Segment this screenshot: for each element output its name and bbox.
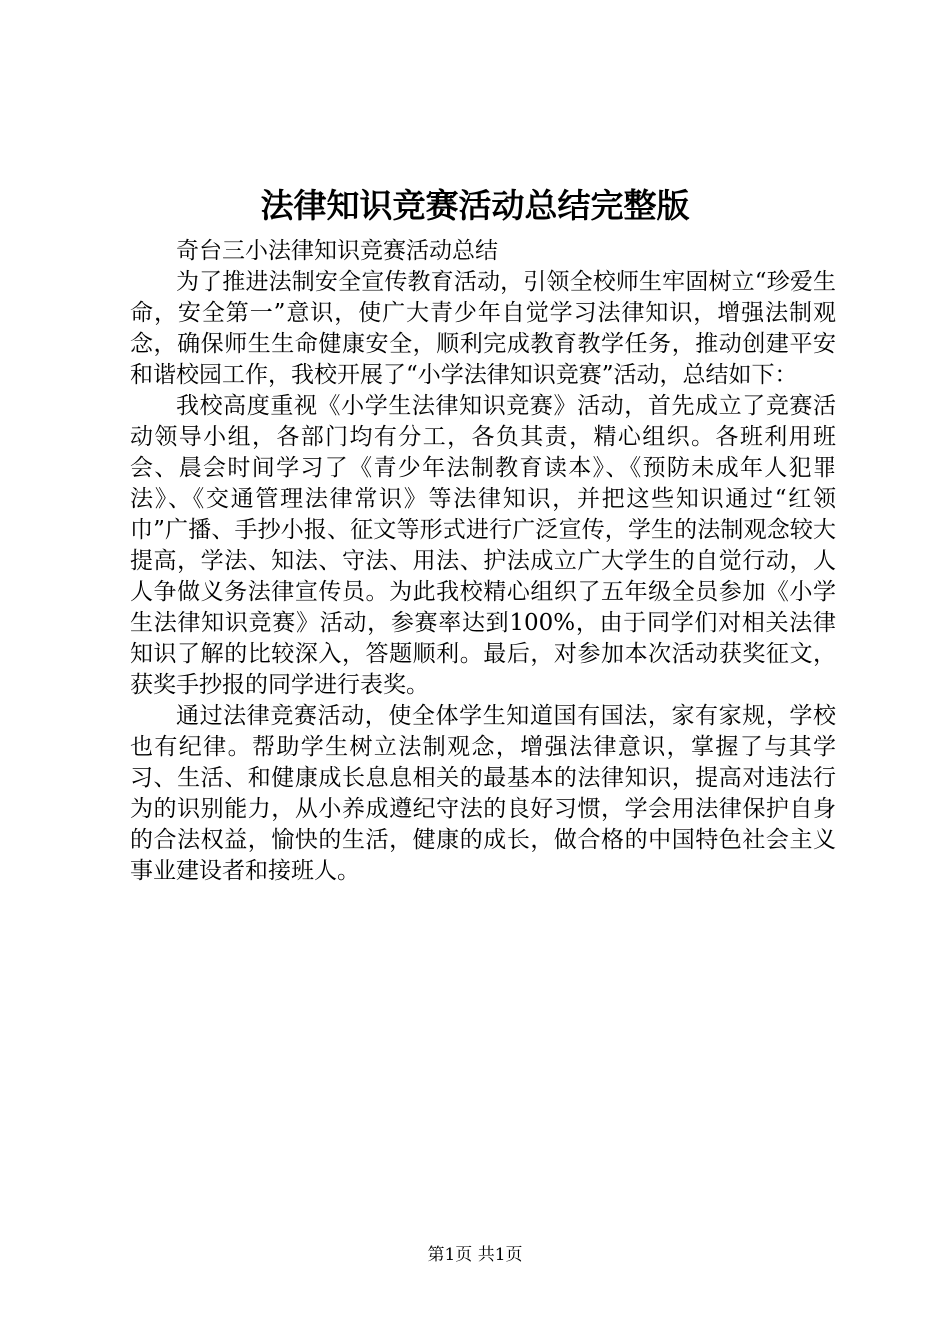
paragraph-conclusion: 通过法律竞赛活动，使全体学生知道国有国法，家有家规，学校也有纪律。帮助学生树立法制观念，增强法律意识，掌握了与其学习、生活、和健康成长息息相关的最基本的法律知识，提高对违法行为的识别能力，从小养成遵纪守法的良好习惯，学会用法律保护自身的合法权益，愉快的生活，健康的成长，做合格的中国特色社会主义事业建设者和接班人。 (130, 703, 836, 884)
paragraph-subtitle: 奇台三小法律知识竞赛活动总结 (176, 238, 498, 264)
paragraph-activities: 我校高度重视《小学生法律知识竞赛》活动，首先成立了竞赛活动领导小组，各部门均有分工，各负其责，精心组织。各班利用班会、晨会时间学习了《青少年法制教育读本》、《预防未成年人犯罪法》、《交通管理法律常识》等法律知识，并把这些知识通过“红领巾”广播、手抄小报、征文等形式进行广泛宣传，学生的法制观念较大提高，学法、知法、守法、用法、护法成立广大学生的自觉行动，人人争做义务法律宣传员。为此我校精心组织了五年级全员参加《小学生法律知识竞赛》活动，参赛率达到100%，由于同学们对相关法律知识了解的比较深入，答题顺利。最后，对参加本次活动获奖征文，获奖手抄报的同学进行表奖。 (130, 393, 836, 698)
document-body (130, 236, 836, 887)
paragraph-intro: 为了推进法制安全宣传教育活动，引领全校师生牢固树立“珍爱生命，安全第一”意识，使广大青少年自觉学习法律知识，增强法制观念，确保师生生命健康安全，顺利完成教育教学任务，推动创建平安和谐校园工作，我校开展了“小学法律知识竞赛”活动，总结如下： (130, 269, 836, 388)
document-title: 法律知识竞赛活动总结完整版 (260, 186, 690, 225)
page-number-footer: 第1页 共1页 (427, 1245, 523, 1265)
